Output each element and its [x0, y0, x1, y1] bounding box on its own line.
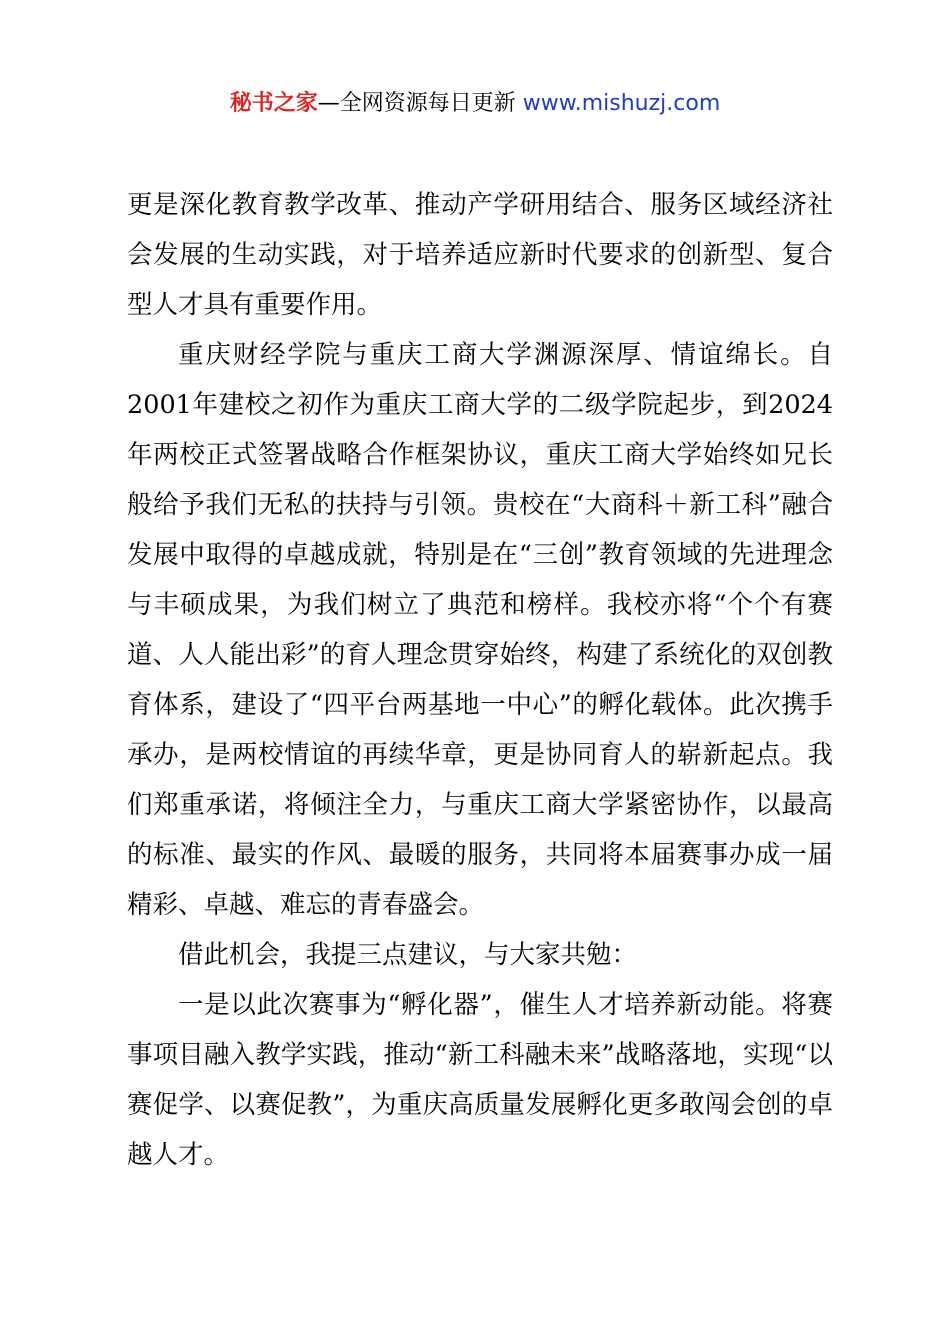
paragraph-suggestions-intro: 借此机会，我提三点建议，与大家共勉： — [178, 940, 638, 970]
document-body — [127, 180, 833, 1180]
header-tagline: —全网资源每日更新 — [317, 91, 516, 116]
paragraph-continuation: 更是深化教育教学改革、推动产学研用结合、服务区域经济社会发展的生动实践，对于培养适应新时代要求的创新型、复合型人才具有重要作用。 — [127, 190, 833, 320]
site-url-link[interactable]: www.mishuzj.com — [522, 91, 721, 116]
paragraph-school-history: 重庆财经学院与重庆工商大学渊源深厚、情谊绵长。自2001年建校之初作为重庆工商大学的二级学院起步，到2024年两校正式签署战略合作框架协议，重庆工商大学始终如兄长般给予我们无私的扶持与引领。贵校在“大商科＋新工科”融合发展中取得的卓越成就，特别是在“三创”教育领域的先进理念与丰硕成果，为我们树立了典范和榜样。我校亦将“个个有赛道、人人能出彩”的育人理念贯穿始终，构建了系统化的双创教育体系，建设了“四平台两基地一中心”的孵化载体。此次携手承办，是两校情谊的再续华章，更是协同育人的崭新起点。我们郑重承诺，将倾注全力，与重庆工商大学紧密协作，以最高的标准、最实的作风、最暖的服务，共同将本届赛事办成一届精彩、卓越、难忘的青春盛会。 — [127, 340, 833, 920]
site-header — [0, 88, 950, 120]
paragraph-suggestion-one: 一是以此次赛事为“孵化器”，催生人才培养新动能。将赛事项目融入教学实践，推动“新工科融未来”战略落地，实现“以赛促学、以赛促教”，为重庆高质量发展孵化更多敢闯会创的卓越人才。 — [127, 990, 833, 1170]
brand-name: 秘书之家 — [229, 91, 318, 116]
